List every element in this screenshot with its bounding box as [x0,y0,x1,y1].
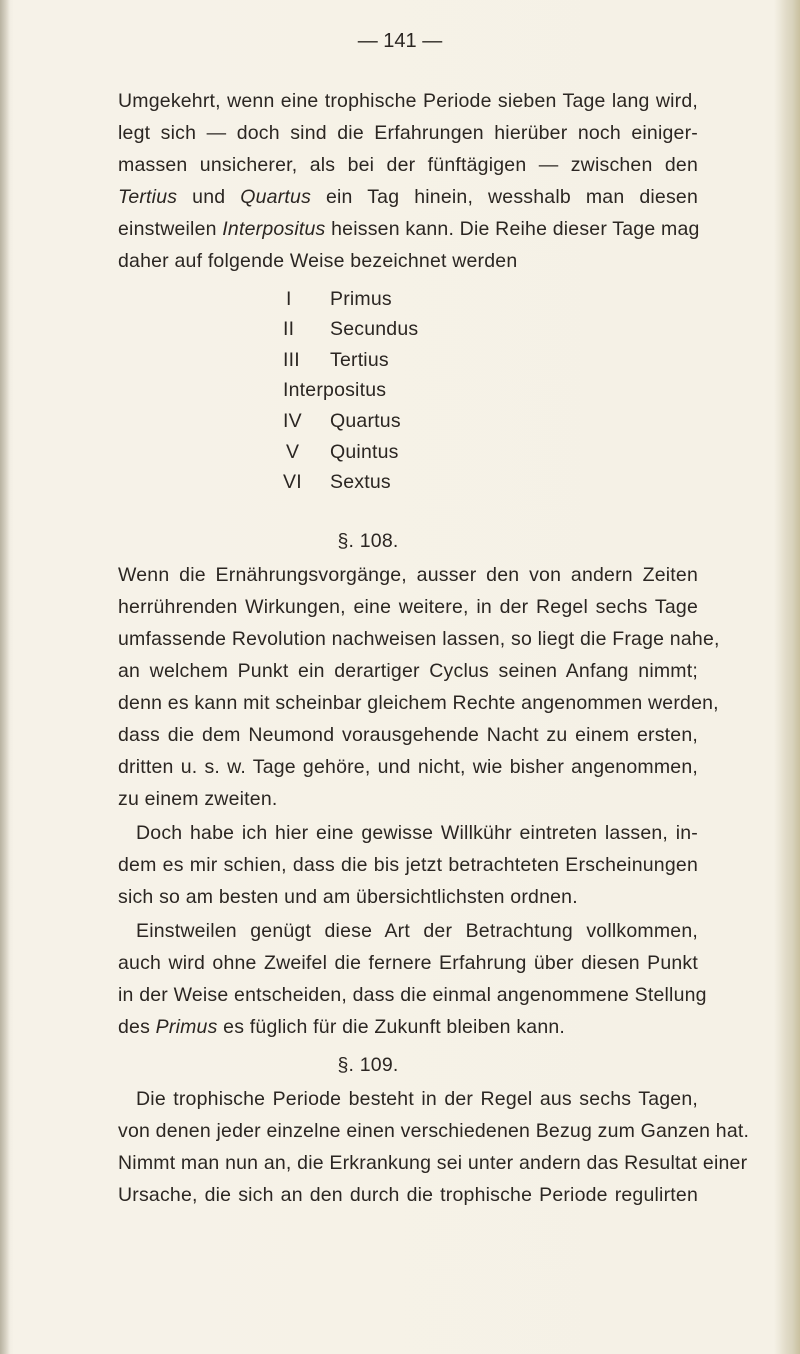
section-heading: §. 108. [337,530,399,552]
binding-shadow [0,0,10,1354]
day-name: Quartus [330,410,401,432]
roman-numeral: III [283,349,300,371]
text-line [118,1012,698,1042]
text-fragment: und [177,186,241,208]
text-fragment: ein Tag hinein, wesshalb man diesen [311,186,699,208]
text-fragment: heissen kann. Die Reihe dieser Tage mag [325,218,700,240]
day-name: Secundus [330,318,419,340]
text-line: dritten u. s. w. Tage gehöre, und nicht, wie bisher angenommen, [118,756,698,778]
text-line: in der Weise entscheiden, dass die einmal angenommene Stellung [118,984,707,1006]
text-line: massen unsicherer, als bei der fünftägigen — zwischen den [118,154,698,176]
day-name: Quintus [330,441,399,463]
text-line: herrührenden Wirkungen, eine weitere, in der Regel sechs Tage [118,596,698,618]
text-fragment: es füglich für die Zukunft bleiben kann. [217,1016,566,1038]
italic-term: Interpositus [222,218,326,240]
italic-term: Primus [155,1016,218,1038]
text-line: Umgekehrt, wenn eine trophische Periode sieben Tage lang wird, [118,90,698,112]
text-line: Die trophische Periode besteht in der Regel aus sechs Tagen, [136,1088,698,1110]
italic-term: Tertius [118,186,178,208]
text-line [118,214,698,244]
text-fragment: des [118,1016,156,1038]
day-name: Interpositus [283,379,387,401]
page-edge-stain [774,0,800,1354]
text-line: dem es mir schien, dass die bis jetzt betrachteten Erscheinungen [118,854,698,876]
roman-numeral: II [283,318,295,340]
roman-numeral: I [286,288,292,310]
roman-numeral: IV [283,410,302,432]
page-number: — 141 — [357,30,443,52]
text-line: Einstweilen genügt diese Art der Betrachtung vollkommen, [136,920,698,942]
text-line: Doch habe ich hier eine gewisse Willkühr eintreten lassen, in- [136,822,698,844]
text-line: Nimmt man nun an, die Erkrankung sei unter andern das Resultat einer [118,1152,748,1174]
text-line: an welchem Punkt ein derartiger Cyclus seinen Anfang nimmt; [118,660,698,682]
text-line: daher auf folgende Weise bezeichnet werden [118,250,518,272]
text-line: sich so am besten und am übersichtlichsten ordnen. [118,886,578,908]
text-line: zu einem zweiten. [118,788,278,810]
text-line: von denen jeder einzelne einen verschiedenen Bezug zum Ganzen hat. [118,1120,750,1142]
text-line [118,182,698,212]
roman-numeral: V [286,441,300,463]
day-name: Tertius [330,349,389,371]
text-line: umfassende Revolution nachweisen lassen, so liegt die Frage nahe, [118,628,720,650]
text-line: dass die dem Neumond vorausgehende Nacht zu einem ersten, [118,724,698,746]
day-name: Primus [330,288,392,310]
text-line: legt sich — doch sind die Erfahrungen hierüber noch einiger- [118,122,698,144]
text-fragment: einstweilen [118,218,223,240]
text-line: Wenn die Ernährungsvorgänge, ausser den von andern Zeiten [118,564,698,586]
roman-numeral: VI [283,471,302,493]
italic-term: Quartus [240,186,312,208]
text-line: Ursache, die sich an den durch die trophische Periode regulirten [118,1184,698,1206]
day-name: Sextus [330,471,391,493]
text-line: auch wird ohne Zweifel die fernere Erfahrung über diesen Punkt [118,952,698,974]
section-heading: §. 109. [337,1054,399,1076]
text-line: denn es kann mit scheinbar gleichem Rechte angenommen werden, [118,692,719,714]
